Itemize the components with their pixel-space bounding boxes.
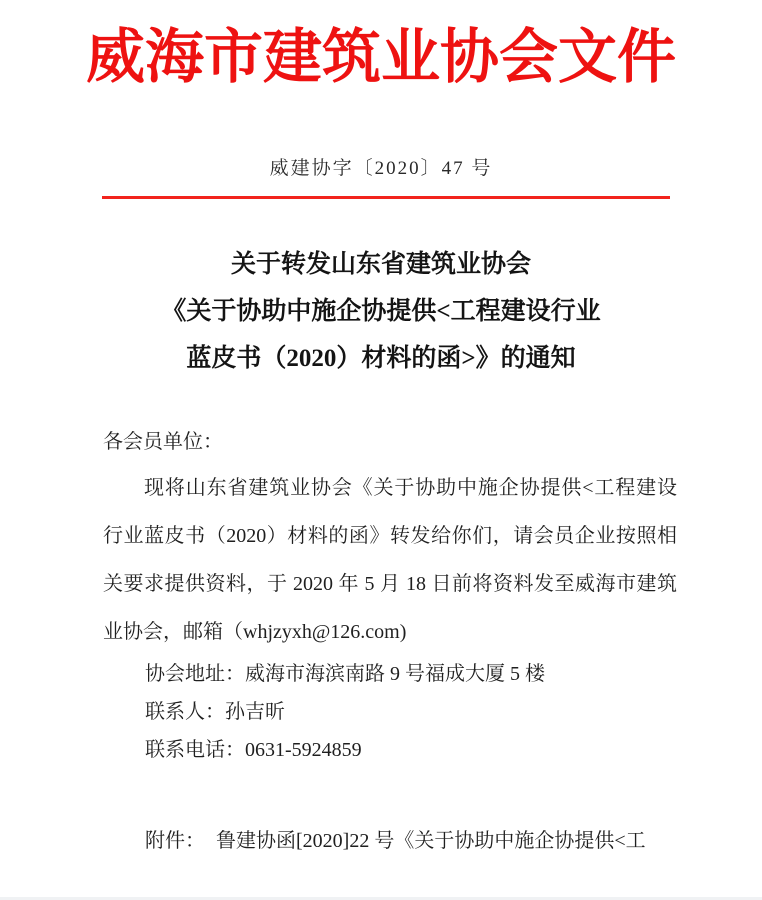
red-divider-line <box>102 196 670 199</box>
salutation: 各会员单位： <box>103 431 223 453</box>
notice-title <box>0 241 762 382</box>
contact-person: 联系人：孙吉昕 <box>145 701 285 723</box>
attachment-label: 附件： <box>145 830 205 852</box>
document-number: 威建协字〔2020〕47 号 <box>269 158 493 179</box>
notice-title-line-1: 关于转发山东省建筑业协会 <box>230 251 531 278</box>
contact-address: 协会地址：威海市海滨南路 9 号福成大厦 5 楼 <box>145 663 545 685</box>
body-line-2: 行业蓝皮书（2020）材料的函》转发给你们，请会员企业按照相 <box>103 525 677 547</box>
contact-block <box>145 655 545 769</box>
attachment-text: 鲁建协函[2020]22 号《关于协助中施企协提供<工 <box>216 830 646 852</box>
attachment-line <box>145 824 646 853</box>
body-line-4: 业协会，邮箱（whjzyxh@126.com) <box>103 621 407 643</box>
red-header-title: 威海市建筑业协会文件 <box>85 24 676 90</box>
notice-title-line-2: 《关于协助中施企协提供<工程建设行业 <box>161 298 601 325</box>
body-paragraph <box>103 464 677 656</box>
body-line-3: 关要求提供资料，于 2020 年 5 月 18 日前将资料发至威海市建筑 <box>103 573 677 595</box>
contact-phone: 联系电话：0631-5924859 <box>145 739 362 761</box>
body-line-1: 现将山东省建筑业协会《关于协助中施企协提供<工程建设 <box>144 477 677 499</box>
notice-title-line-3: 蓝皮书（2020）材料的函>》的通知 <box>186 345 576 372</box>
